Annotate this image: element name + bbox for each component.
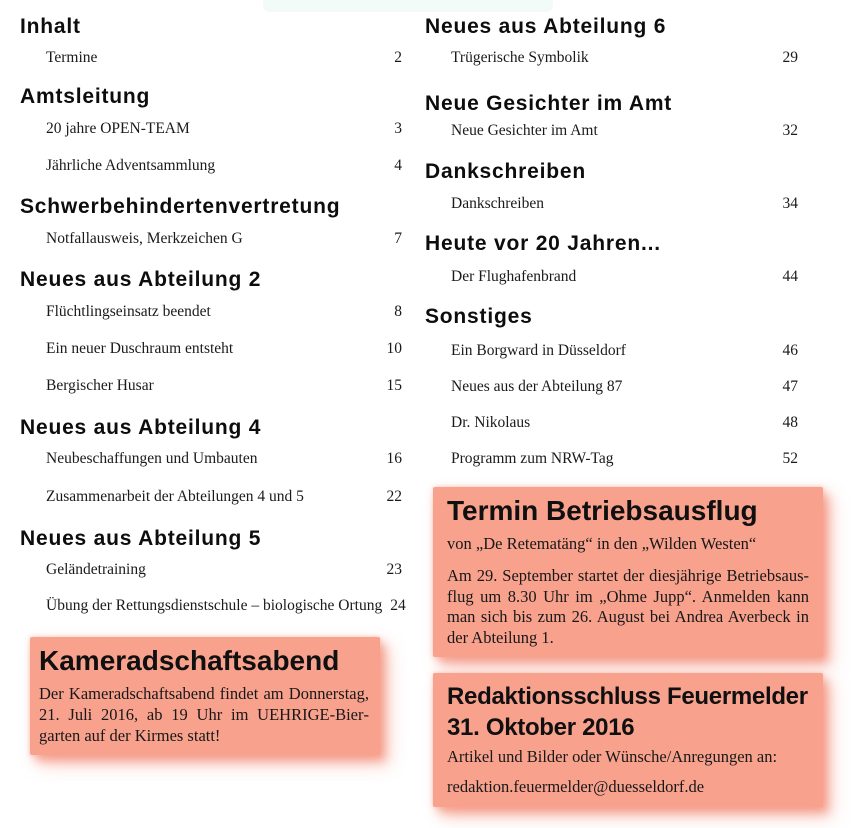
- toc-entry-page: 34: [782, 195, 798, 212]
- toc-entry-label: Geländetraining: [46, 561, 146, 578]
- toc-entry-label: Ein Borgward in Düsseldorf: [451, 342, 626, 359]
- notice-body: Der Kameradschaftsabend findet am Donnerstag, 21. Juli 2016, ab 19 Uhr im UEHRIGE-Biergarten auf der Kirmes statt!: [39, 684, 369, 746]
- toc-entry: [425, 121, 798, 140]
- toc-entry-page: 46: [782, 342, 798, 359]
- toc-entry-page: 7: [394, 230, 402, 247]
- toc-entry: [20, 376, 402, 395]
- toc-entry-page: 52: [782, 450, 798, 467]
- toc-entry-page: 47: [782, 378, 798, 395]
- notice-title-line1: Redaktionsschluss Feuermelder: [447, 683, 808, 710]
- toc-entry: [20, 302, 402, 321]
- toc-entry: [20, 560, 402, 579]
- toc-entry-page: 32: [782, 122, 798, 139]
- section-heading: Neues aus Abteilung 6: [425, 15, 667, 38]
- toc-entry-page: 2: [394, 49, 402, 66]
- toc-entry-page: 15: [386, 377, 402, 394]
- toc-entry: [20, 229, 402, 248]
- toc-entry: [425, 449, 798, 468]
- toc-entry-label: Neues aus der Abteilung 87: [451, 378, 623, 395]
- toc-entry: [425, 48, 798, 67]
- notice-email: redaktion.feuermelder@duesseldorf.de: [447, 777, 705, 796]
- section-heading: Neues aus Abteilung 2: [20, 268, 262, 291]
- notice-box-redaktionsschluss: [433, 673, 823, 807]
- section-heading: Neues aus Abteilung 4: [20, 416, 262, 439]
- toc-entry-label: Termine: [46, 49, 98, 66]
- toc-entry-page: 23: [386, 561, 402, 578]
- toc-entry: [425, 194, 798, 213]
- toc-entry-page: 10: [386, 340, 402, 357]
- toc-entry: [425, 341, 798, 360]
- toc-entry-page: 16: [386, 450, 402, 467]
- notice-subtitle: von „De Retematäng“ in den „Wilden Westen“: [447, 534, 757, 554]
- toc-entry-label: Übung der Rettungsdienstschule – biologische Ortung: [46, 597, 383, 614]
- toc-entry-page: 44: [782, 268, 798, 285]
- toc-entry-page: 29: [782, 49, 798, 66]
- toc-entry-label: Zusammenarbeit der Abteilungen 4 und 5: [46, 488, 304, 505]
- toc-entry: [20, 487, 402, 506]
- toc-entry-page: 48: [782, 414, 798, 431]
- notice-box-termin-betriebsausflug: [433, 487, 823, 657]
- section-heading: Inhalt: [20, 15, 81, 38]
- toc-entry: [20, 119, 402, 138]
- notice-title: Kameradschaftsabend: [39, 645, 340, 676]
- toc-entry-label: Programm zum NRW-Tag: [451, 450, 614, 467]
- notice-body: Am 29. September startet der diesjährige Betriebsausflug um 8.30 Uhr im „Ohme Jupp“. Anmelden kann man sich bis zum 26. August bei Andrea Averbeck in der Abteilung 1.: [447, 566, 809, 647]
- toc-entry-label: Ein neuer Duschraum entsteht: [46, 340, 234, 357]
- toc-entry-page: 22: [386, 488, 402, 505]
- toc-entry-page: 8: [394, 303, 402, 320]
- toc-entry: [425, 377, 798, 396]
- section-heading: Amtsleitung: [20, 85, 151, 108]
- notice-title: Termin Betriebsausflug: [447, 495, 758, 526]
- toc-entry: [20, 449, 402, 468]
- toc-entry-label: Trügerische Symbolik: [451, 49, 589, 66]
- section-heading: Sonstiges: [425, 305, 533, 328]
- section-heading: Neues aus Abteilung 5: [20, 527, 262, 550]
- notice-title-line2: 31. Oktober 2016: [447, 714, 635, 741]
- toc-entry-label: Der Flughafenbrand: [451, 268, 577, 285]
- notice-contact-line: Artikel und Bilder oder Wünsche/Anregungen an:: [447, 747, 778, 766]
- toc-entry-label: Flüchtlingseinsatz beendet: [46, 303, 211, 320]
- toc-entry: [425, 413, 798, 432]
- toc-entry-label: Notfallausweis, Merkzeichen G: [46, 230, 243, 247]
- toc-entry: [20, 339, 402, 358]
- toc-entry-label: Bergischer Husar: [46, 377, 154, 394]
- toc-entry-page: 24: [390, 597, 406, 614]
- section-heading: Schwerbehindertenvertretung: [20, 195, 341, 218]
- toc-entry-label: Neubeschaffungen und Umbauten: [46, 450, 258, 467]
- section-heading: Neue Gesichter im Amt: [425, 92, 673, 115]
- section-heading: Dankschreiben: [425, 160, 586, 183]
- toc-entry-page: 4: [394, 157, 402, 174]
- toc-entry-label: 20 jahre OPEN-TEAM: [46, 120, 190, 137]
- notice-title: [447, 681, 809, 743]
- toc-left-column: [20, 0, 406, 640]
- notice-box-kameradschaftsabend: [30, 637, 380, 755]
- toc-entry-page: 3: [394, 120, 402, 137]
- toc-entry-label: Dankschreiben: [451, 195, 544, 212]
- toc-entry-label: Neue Gesichter im Amt: [451, 122, 598, 139]
- toc-entry-label: Jährliche Adventsammlung: [46, 157, 216, 174]
- section-heading: Heute vor 20 Jahren...: [425, 232, 661, 255]
- toc-entry: [425, 267, 798, 286]
- toc-entry: [20, 156, 402, 175]
- toc-entry: [20, 596, 406, 615]
- toc-entry-label: Dr. Nikolaus: [451, 414, 531, 431]
- toc-entry: [20, 48, 402, 67]
